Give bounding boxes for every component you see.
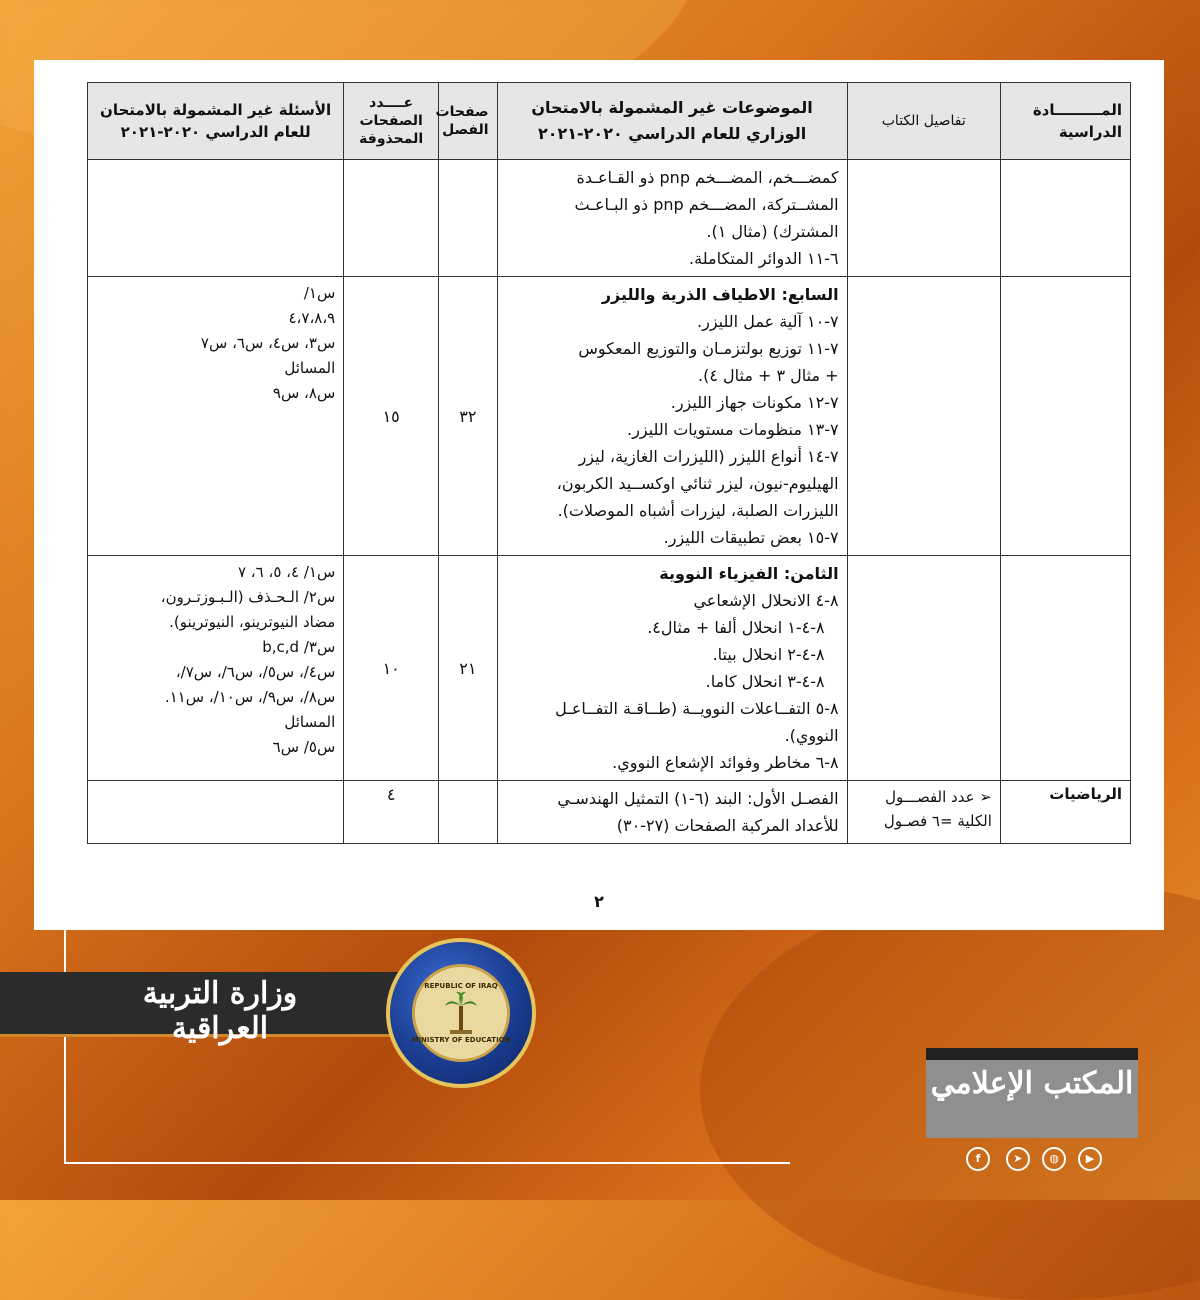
details-cell [847,277,1000,556]
subject-cell [1000,556,1130,781]
subject-cell [1000,277,1130,556]
deleted-pages-cell [344,160,439,277]
question-line: المسائل [284,713,336,731]
question-line: س١/ [303,284,336,302]
table-row [88,781,1131,844]
topic-line: ٧-١٣ منظومات مستويات الليزر. [627,420,839,439]
chapter-title: الثامن: الفيزياء النووية [659,564,839,583]
question-line: مضاد النيوترينو، النيوترينو). [169,613,336,631]
topic-line: ٨-٥ التفــاعلات النوويــة (طــاقـة التفــاعـل [555,699,839,718]
chapter-title: السابع: الاطياف الذرية والليزر [601,285,839,304]
topic-line: ٧-١٢ مكونات جهاز الليزر. [670,393,839,412]
youtube-icon[interactable]: ▶ [1078,1147,1102,1171]
topic-line: للأعداد المركبة الصفحات (٢٧-٣٠) [616,816,839,835]
details-cell [847,556,1000,781]
header-excluded-topics: الموضوعات غير المشمولة بالامتحان الوزاري للعام الدراسي ٢٠٢٠-٢٠٢١ [497,83,847,160]
page-number: ٢ [594,892,604,911]
question-line: س٨/، س٩/، س١٠/، س١١. [164,688,336,706]
header-deleted-pages: عــــدد الصفحات المحذوفة [344,83,439,160]
subject-cell [1000,160,1130,277]
topic-line: المشترك) (مثال ١). [706,222,839,241]
deleted-pages-cell: ١٠ [344,556,439,781]
question-line: س٤/، س٥/، س٦/، س٧/، [175,663,336,681]
topic-line: المشــتركة، المضـــخم pnp ذو البـاعـث [574,195,839,214]
website-icon[interactable]: ◍ [1042,1147,1066,1171]
chapter-pages-cell: ٣٢ [439,277,498,556]
deleted-pages-cell: ٤ [344,781,439,844]
topic-line: ٨-٦ مخاطر وفوائد الإشعاع النووي. [612,753,839,772]
questions-cell [88,781,344,844]
details-cell: ➢ عدد الفصـــول الكلية =٦ فصـول [847,781,1000,844]
header-chapter-pages: صفحات الفصل [439,83,498,160]
facebook-icon[interactable]: f [966,1147,990,1171]
topic-line: ٨-٤-١ انحلال ألفا + مثال٤. [647,618,825,637]
ministry-emblem [386,938,536,1088]
header-book-details: تفاصيل الكتاب [847,83,1000,160]
topic-line: ٧-١٤ أنواع الليزر (الليزرات الغازية، ليزر [578,447,839,466]
question-line: س٣، س٤، س٦، س٧ [200,334,336,352]
emblem-text-bottom: MINISTRY OF EDUCATION [411,1036,511,1044]
document-page [34,60,1164,930]
deleted-pages-cell: ١٥ [344,277,439,556]
topic-line: النووي). [784,726,839,745]
topic-line: ٧-١٥ بعض تطبيقات الليزر. [663,528,839,547]
topic-line: ٨-٤-٣ انحلال كاما. [705,672,825,691]
table-row [88,277,1131,556]
questions-cell [88,556,344,781]
topic-line: ٨-٤ الانحلال الإشعاعي [693,591,839,610]
topic-line: ٦-١١ الدوائر المتكاملة. [689,249,839,268]
chapter-pages-cell [439,160,498,277]
topic-line: + مثال ٣ + مثال ٤). [698,366,839,385]
topic-line: كمضـــخم، المضـــخم pnp ذو القـاعـدة [576,168,839,187]
question-line: المسائل [284,359,336,377]
ministry-name: وزارة التربية العراقية [142,976,298,1046]
palm-tree-icon [444,990,478,1036]
topic-line: ٧-١١ توزيع بولتزمـان والتوزيع المعكوس [578,339,839,358]
question-line: س٣/ b,c,d [262,638,336,656]
topic-line: ٧-١٠ آلية عمل الليزر. [697,312,839,331]
question-line: س٥/ س٦ [272,738,336,756]
question-line: ٤،٧،٨،٩ [288,309,336,327]
topics-cell [497,277,847,556]
topics-cell [497,781,847,844]
table-header-row [88,83,1131,160]
header-excluded-questions: الأسئلة غير المشمولة بالامتحان للعام الدراسي ٢٠٢٠-٢٠٢١ [88,83,344,160]
table-row [88,160,1131,277]
topic-line: الليزرات الصلبة، ليزرات أشباه الموصلات). [557,501,839,520]
details-cell [847,160,1000,277]
topic-line: ٨-٤-٢ انحلال بيتا. [712,645,825,664]
emblem-text-top: REPUBLIC OF IRAQ [424,982,498,990]
topic-line: الفصـل الأول: البند (٦-١) التمثيل الهندسـي [557,789,839,808]
questions-cell [88,277,344,556]
table-row [88,556,1131,781]
subject-cell: الرياضيات [1000,781,1130,844]
frame-line [64,574,66,1164]
topics-cell [497,556,847,781]
questions-cell [88,160,344,277]
chapter-pages-cell: ٢١ [439,556,498,781]
media-office-name: المكتب الإعلامي [930,1066,1134,1101]
topics-cell [497,160,847,277]
topic-line: الهيليوم-نيون، ليزر ثنائي اوكســيد الكربون، [556,474,839,493]
syllabus-table [87,82,1131,844]
question-line: س٢/ الـحـذف (الـبـوزتـرون، [160,588,336,606]
chapter-pages-cell [439,781,498,844]
question-line: س٨، س٩ [272,384,336,402]
question-line: س١/ ٤، ٥، ٦، ٧ [237,563,336,581]
frame-line [64,1162,790,1164]
telegram-icon[interactable]: ➤ [1006,1147,1030,1171]
header-subject: المـــــــــادة الدراسية [1000,83,1130,160]
